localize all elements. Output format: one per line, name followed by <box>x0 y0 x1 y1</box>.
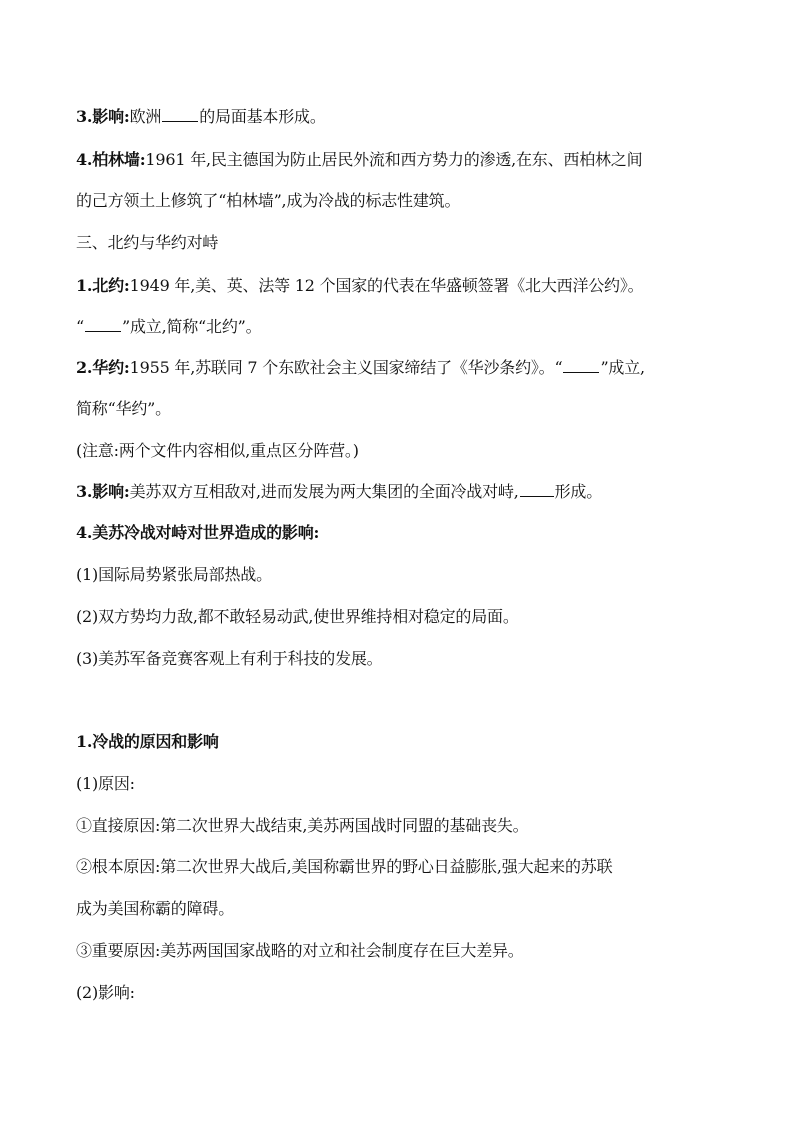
fill-blank <box>162 107 198 122</box>
section3-item2-line2: 简称“华约”。 <box>76 399 171 418</box>
item-label: 3.影响: <box>76 107 130 126</box>
section3-item1-line1: 1.北约:1949 年,美、英、法等 12 个国家的代表在华盛顿签署《北大西洋公约》。 <box>76 276 644 295</box>
fill-blank <box>85 317 121 332</box>
section3-heading: 三、北约与华约对峙 <box>76 233 219 252</box>
summary-cause3: ③重要原因:美苏两国国家战略的对立和社会制度存在巨大差异。 <box>76 941 524 960</box>
item-label: 1.北约: <box>76 276 130 295</box>
section3-item1-line2: “ ”成立,简称“北约”。 <box>76 317 262 336</box>
summary-causes-label: (1)原因: <box>76 774 135 793</box>
fill-blank <box>563 358 599 373</box>
summary-cause2-line2: 成为美国称霸的障碍。 <box>76 899 235 918</box>
section2-item4-line1: 4.柏林墙:1961 年,民主德国为防止居民外流和西方势力的渗透,在东、西柏林之间 <box>76 150 643 169</box>
item-label: 2.华约: <box>76 358 130 377</box>
item-label: 3.影响: <box>76 482 130 501</box>
summary-heading: 1.冷战的原因和影响 <box>76 732 219 751</box>
section3-item4-heading: 4.美苏冷战对峙对世界造成的影响: <box>76 523 320 542</box>
item-label: 4.柏林墙: <box>76 150 146 169</box>
summary-cause2-line1: ②根本原因:第二次世界大战后,美国称霸世界的野心日益膨胀,强大起来的苏联 <box>76 857 613 876</box>
fill-blank <box>520 482 554 497</box>
section2-item3: 3.影响:欧洲 的局面基本形成。 <box>76 107 326 126</box>
section3-item2-line1: 2.华约:1955 年,苏联同 7 个东欧社会主义国家缔结了《华沙条约》。“ ”成立, <box>76 358 645 377</box>
section3-item3: 3.影响:美苏双方互相敌对,进而发展为两大集团的全面冷战对峙, 形成。 <box>76 482 603 501</box>
summary-cause1: ①直接原因:第二次世界大战结束,美苏两国战时同盟的基础丧失。 <box>76 816 529 835</box>
section3-note: (注意:两个文件内容相似,重点区分阵营。) <box>76 441 359 460</box>
section2-item4-line2: 的己方领土上修筑了“柏林墙”,成为冷战的标志性建筑。 <box>76 191 461 210</box>
list-item: (3)美苏军备竞赛客观上有利于科技的发展。 <box>76 649 383 668</box>
list-item: (2)双方势均力敌,都不敢轻易动武,使世界维持相对稳定的局面。 <box>76 607 519 626</box>
summary-effects-label: (2)影响: <box>76 983 135 1002</box>
list-item: (1)国际局势紧张局部热战。 <box>76 565 272 584</box>
